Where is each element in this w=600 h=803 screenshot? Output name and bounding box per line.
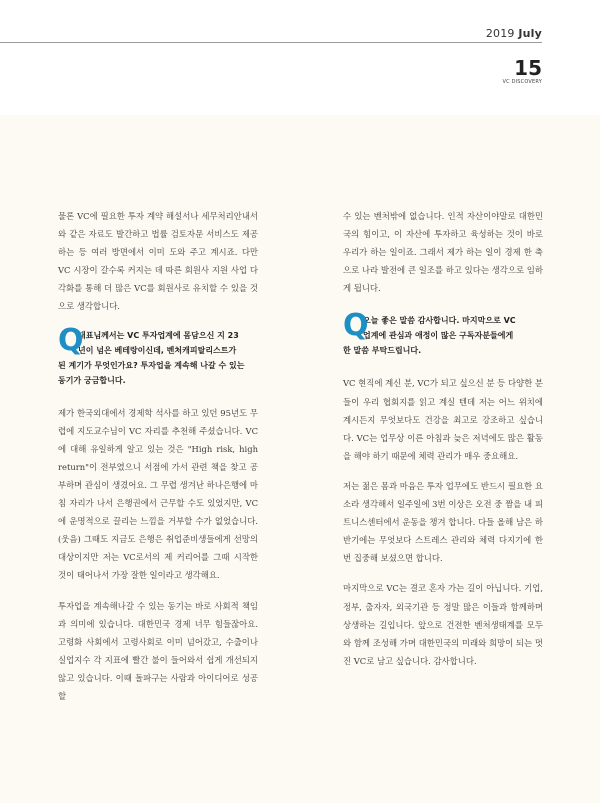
right-paragraph-2: VC 현직에 계신 분, VC가 되고 싶으신 분 등 다양한 분들이 우리 협회지를 읽고 계실 텐데 저는 어느 위치에 계시든지 무엇보다도 건강을 최고로 강조하고 싶습니다. VC는 업무상 이른 아침과 늦은 저녁에도 많은 활동을 해야 하기 때문에 체력 관리가 매우 중요해요. [343, 378, 543, 461]
right-column [343, 207, 543, 682]
question-1-line-4: 동기가 궁금합니다. [58, 375, 126, 385]
question-block-1 [58, 322, 258, 388]
question-2-line-2: 업계에 관심과 애정이 많은 구독자분들에게 [363, 331, 514, 341]
page-number-block [502, 58, 542, 85]
question-block-2 [343, 308, 543, 358]
question-1-line-3: 된 계기가 무엇인가요? 투자업을 계속해 나갈 수 있는 [58, 360, 245, 370]
question-2-line-3: 한 말씀 부탁드립니다. [343, 346, 422, 356]
question-1-line-1: 대표님께서는 VC 투자업계에 몸담으신 지 23 [78, 330, 239, 340]
page-number: 15 [514, 56, 542, 80]
left-paragraph-2: 제가 한국외대에서 경제학 석사를 하고 있던 95년도 무렵에 지도교수님이 VC 자리를 추천해 주셨습니다. VC에 대해 유일하게 알고 있는 것은 "High risk, high return"이 전부였으니 서점에 가서 관련 책을 찾고 공부하며 관심이 생겼어요. 그 무렵 생겨난 하나은행에 마침 자리가 나서 은행권에서 근무할 수도 있었지만, VC에 운명적으로 끌리는 느낌을 거부할 수가 없었습니다. (웃음) 그때도 지금도 은행은 취업준비생들에게 선망의 대상이지만 저는 VC로서의 제 커리어를 그때 시작한 것이 태어나서 가장 잘한 일이라고 생각해요. [58, 407, 258, 581]
question-mark-icon: Q [343, 308, 369, 344]
issue-month: July [518, 27, 542, 40]
article-body [0, 115, 600, 803]
header-rule [0, 42, 542, 43]
section-label: VC DISCOVERY [502, 79, 542, 85]
question-2-line-1: 오늘 좋은 말씀 감사합니다. 마지막으로 VC [363, 316, 516, 326]
question-mark-icon: Q [58, 322, 84, 358]
left-column [58, 207, 258, 717]
issue-year: 2019 [485, 27, 515, 40]
question-text-2 [343, 308, 543, 358]
right-paragraph-4: 마지막으로 VC는 결코 혼자 가는 길이 아닙니다. 기업, 정부, 출자자, 외국기관 등 정말 많은 이들과 함께하며 상생하는 길입니다. 앞으로 건전한 벤처생태계를 모두와 함께 조성해 가며 대한민국의 미래와 희망이 되는 멋진 VC로 남고 싶습니다. 감사합니다. [343, 583, 543, 666]
right-paragraph-3: 저는 젊은 몸과 마음은 투자 업무에도 반드시 필요한 요소라 생각해서 일주일에 3번 이상은 오전 중 짬을 내 피트니스센터에서 운동을 챙겨 합니다. 다들 올해 남은 하반기에는 무엇보다 스트레스 관리와 체력 다지기에 한 번 집중해 보셨으면 합니다. [343, 480, 543, 564]
left-paragraph-3: 투자업을 계속해나갈 수 있는 동기는 바로 사회적 책임과 의미에 있습니다. 대한민국 경제 너무 힘들잖아요. 고령화 사회에서 고령사회로 이미 넘어갔고, 수출이나 실업지수 각 지표에 빨간 불이 들어와서 쉽게 개선되지 않고 있습니다. 이때 돌파구는 사람과 아이디어로 성공할 [58, 600, 258, 701]
question-1-line-2: 년이 넘은 베테랑이신데, 벤처캐피탈리스트가 [78, 345, 237, 355]
right-paragraph-1: 수 있는 벤처밖에 없습니다. 인적 자산이야말로 대한민국의 힘이고, 이 자산에 투자하고 육성하는 것이 바로 우리가 하는 일이죠. 그래서 제가 하는 일이 경제 한 축으로 나라 발전에 큰 일조를 하고 있다는 생각으로 임하게 됩니다. [343, 211, 543, 294]
issue-date [486, 27, 542, 40]
page-header [0, 0, 600, 115]
question-text-1 [58, 322, 258, 388]
left-paragraph-1: 물론 VC에 필요한 투자 계약 해설서나 세무처리안내서와 같은 자료도 발간하고 법률 검토자문 서비스도 제공하는 등 여러 방면에서 이미 도와 주고 계시죠. 다만 VC 시장이 갈수록 커지는 데 따른 회원사 지원 사업 다각화를 통해 더 많은 VC를 회원사로 유치할 수 있을 것으로 생각합니다. [58, 211, 258, 312]
